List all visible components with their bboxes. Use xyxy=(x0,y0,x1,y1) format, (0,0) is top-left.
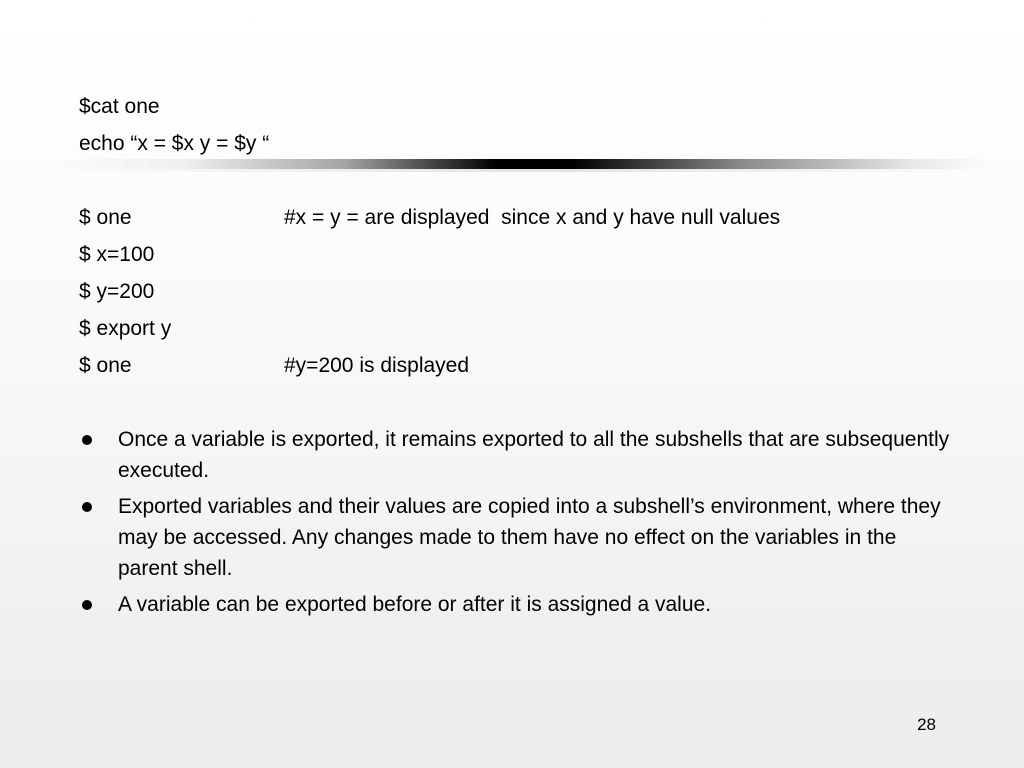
script-cat-line: $cat one xyxy=(79,95,160,118)
shell-command: $ y=200 xyxy=(79,280,155,303)
shell-command: $ x=100 xyxy=(79,243,155,266)
title-divider-shadow xyxy=(60,169,980,172)
shell-command: $ export y xyxy=(79,317,172,340)
bullet-item xyxy=(79,491,959,584)
bullet-list xyxy=(79,424,959,625)
bullet-text: Exported variables and their values are copied into a subshell’s environment, where they may be accessed. Any changes made to them have no effect on the variables in the parent shell. xyxy=(118,495,941,580)
title-divider xyxy=(40,159,990,169)
bullet-item xyxy=(79,589,959,620)
shell-command: $ one xyxy=(79,354,132,377)
bullet-text: A variable can be exported before or after it is assigned a value. xyxy=(118,593,712,616)
bullet-item xyxy=(79,424,959,486)
bullet-text: Once a variable is exported, it remains exported to all the subshells that are subsequently executed. xyxy=(118,428,950,482)
page-number: 28 xyxy=(917,715,936,734)
shell-comment: #x = y = are displayed since x and y have null values xyxy=(284,206,781,229)
script-echo-line: echo “x = $x y = $y “ xyxy=(79,132,270,155)
shell-command: $ one xyxy=(79,206,132,229)
shell-comment: #y=200 is displayed xyxy=(284,354,470,377)
bullet-dot-icon xyxy=(82,600,92,610)
bullet-dot-icon xyxy=(82,502,92,512)
bullet-dot-icon xyxy=(82,435,92,445)
